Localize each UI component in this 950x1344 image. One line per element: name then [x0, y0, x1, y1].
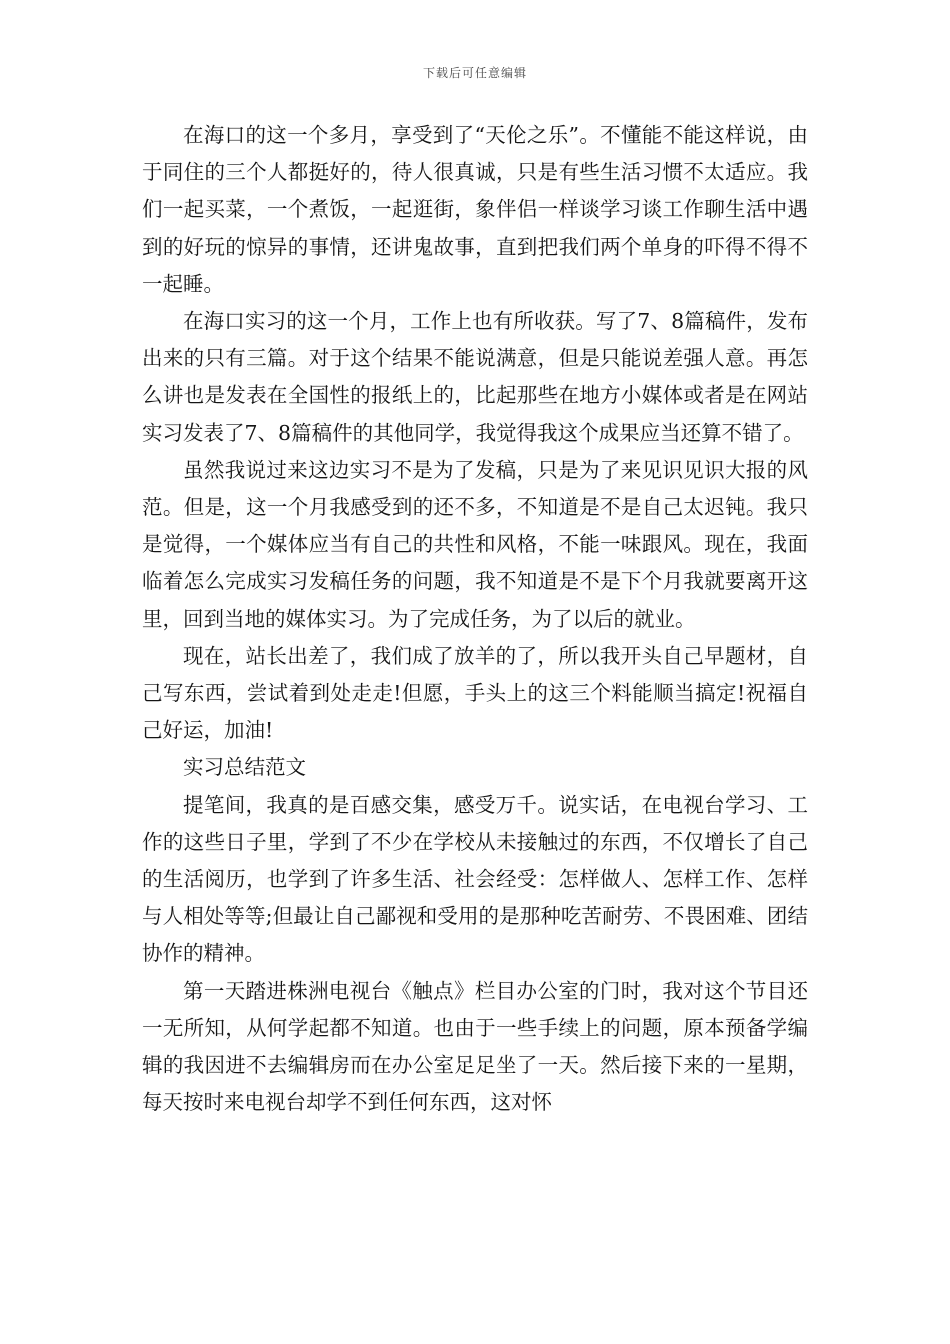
section-heading: 实习总结范文 [183, 755, 306, 780]
paragraph-first-day: 第一天踏进株洲电视台《触点》栏目办公室的门时，我对这个节目还一无所知，从何学起都不知道。也由于一些手续上的问题，原本预备学编辑的我因进不去编辑房而在办公室足足坐了一天。然后接下来的一星期，每天按时来电视台却学不到任何东西，这对怀 [142, 978, 808, 1115]
page-header: 下载后可任意编辑 [422, 66, 527, 80]
paragraph-purpose: 虽然我说过来这边实习不是为了发稿，只是为了来见识见识大报的风范。但是，这一个月我感受到的还不多，不知道是不是自己太迟钝。我只是觉得，一个媒体应当有自己的共性和风格，不能一味跟风。现在，我面临着怎么完成实习发稿任务的问题，我不知道是不是下个月我就要离开这里，回到当地的媒体实习。为了完成任务，为了以后的就业。 [142, 457, 808, 631]
document-body [142, 117, 808, 1121]
paragraph-reflection: 提笔间，我真的是百感交集，感受万千。说实话，在电视台学习、工作的这些日子里，学到了不少在学校从未接触过的东西，不仅增长了自己的生活阅历，也学到了许多生活、社会经受：怎样做人、怎样工作、怎样与人相处等等;但最让自己鄙视和受用的是那种吃苦耐劳、不畏困难、团结协作的精神。 [142, 792, 808, 966]
paragraph-haikou-life: 在海口的这一个多月，享受到了“天伦之乐”。不懂能不能这样说，由于同住的三个人都挺好的，待人很真诚，只是有些生活习惯不太适应。我们一起买菜，一个煮饭，一起逛街，象伴侣一样谈学习谈工作聊生活中遇到的好玩的惊异的事情，还讲鬼故事，直到把我们两个单身的吓得不得不一起睡。 [142, 123, 808, 296]
paragraph-work-results: 在海口实习的这一个月，工作上也有所收获。写了7、8篇稿件，发布出来的只有三篇。对于这个结果不能说满意，但是只能说差强人意。再怎么讲也是发表在全国性的报纸上的，比起那些在地方小媒体或者是在网站实习发表了7、8篇稿件的其他同学，我觉得我这个成果应当还算不错了。 [142, 309, 808, 445]
paragraph-station-head: 现在，站长出差了，我们成了放羊的了，所以我开头自己早题材，自己写东西，尝试着到处走走!但愿，手头上的这三个料能顺当搞定!祝福自己好运，加油! [142, 643, 808, 743]
